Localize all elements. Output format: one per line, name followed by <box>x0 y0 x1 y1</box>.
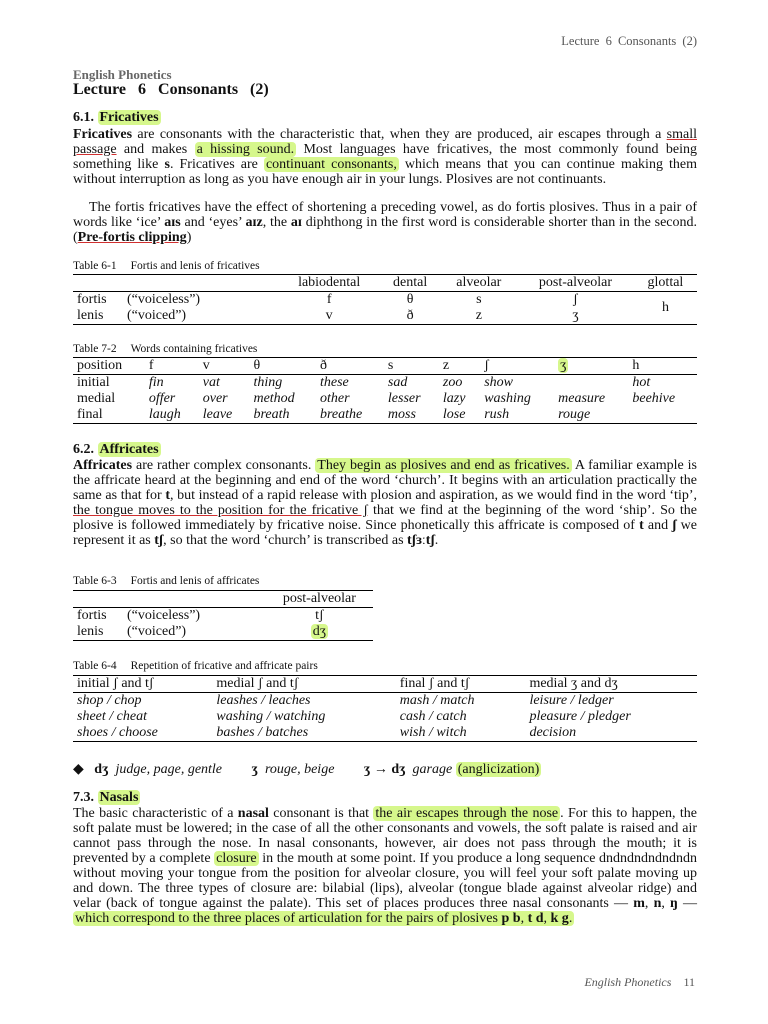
section-heading-affricates: 6.2. Affricates <box>73 442 159 457</box>
table-row: lenis (“voiced”) v ð z ʒ <box>73 308 697 325</box>
table-caption: Table 7-2 Words containing fricatives <box>73 343 258 355</box>
running-header: Lecture 6 Consonants (2) <box>561 34 697 48</box>
table-caption: Table 6-4 Repetition of fricative and affricate pairs <box>73 660 318 672</box>
fricatives-fortis-lenis-table: labiodental dental alveolar post-alveolar glottal fortis (“voiceless”) f θ s ʃ h lenis (“voiced”) v ð z ʒ <box>73 274 697 325</box>
lecture-title: Lecture 6 Consonants (2) <box>73 81 269 98</box>
paragraph-affricates: Affricates are rather complex consonants. They begin as plosives and end as fricatives. A familiar example is the affricate heard at the beginning and end of the word ‘church’. It begins with an articulation practically the same as that for t, but instead of a rapid release with plosion and aspiration, as we would find in the word ‘tip’, the tongue moves to the position for the fricative ʃ that we find at the beginning of the word ‘ship’. So the plosive is followed immediately by fricative noise. Since phonetically this affricate is composed of t and ʃ we represent it as tʃ, so that the word ‘church’ is transcribed as tʃɜːtʃ. <box>73 458 698 548</box>
diamond-bullet-icon: ◆ <box>73 762 84 777</box>
table-row: fortis (“voiceless”) f θ s ʃ h <box>73 292 697 309</box>
affricates-fortis-lenis-table: post-alveolar fortis (“voiceless”) tʃ lenis (“voiced”) dʒ <box>73 590 373 641</box>
section-heading-nasals: 7.3. Nasals <box>73 790 139 805</box>
paragraph-fortis-fricatives: The fortis fricatives have the effect of shortening a preceding vowel, as do fortis plosives. Thus in a pair of words like ‘ice’ aɪs and ‘eyes’ aɪz, the aɪ diphthong in the first word is considerable shorter than in the second. (Pre-fortis clipping) <box>73 200 698 245</box>
section-heading-fricatives: 6.1. Fricatives <box>73 110 159 125</box>
page-number: 11 <box>683 975 695 989</box>
bullet-examples: ◆ dʒ judge, page, gentle ʒ rouge, beige ʒ → dʒ garage (anglicization) <box>73 762 540 777</box>
table-row: shop / chop leashes / leaches mash / match leisure / ledger <box>77 693 614 708</box>
page-footer: English Phonetics 11 <box>584 975 695 989</box>
table-row: sheet / cheat washing / watching cash / catch pleasure / pledger <box>77 709 631 724</box>
fricative-affricate-pairs-table: initial ʃ and tʃ medial ʃ and tʃ final ʃ and tʃ medial ʒ and dʒ shop / chop leashes / leaches mash / match leisure / ledger sheet / cheat washing / watching cash / catch pleasure / pledger shoes / choose bashes / batches wish / witch decision <box>73 675 697 742</box>
subject-title: English Phonetics <box>73 67 172 82</box>
table-caption: Table 6-1 Fortis and lenis of fricatives <box>73 260 260 272</box>
table-row: fortis (“voiceless”) tʃ <box>77 608 324 623</box>
table-row: initial fin vat thing these sad zoo show hot <box>77 375 651 390</box>
paragraph-nasals: The basic characteristic of a nasal consonant is that the air escapes through the nose . For this to happen, the soft palate must be lowered; in the case of all the other consonants and vowels, the soft palate is raised and air cannot pass through the nose. In nasal consonants, however, air does not pass through the mouth; it is prevented by a complete closure in the mouth at some point. If you produce a long sequence dndndndndndndn without moving your tongue from the position for alveolar closure, you will feel your soft palate moving up and down. The three types of closure are: bilabial (lips), alveolar (tongue blade against alveolar ridge) and velar (back of tongue against the palate). This set of places produces three nasal consonants — m, n, ŋ — which correspond to the three places of articulation for the pairs of plosives p b, t d, k g. <box>73 806 698 926</box>
table-row: lenis (“voiced”) dʒ <box>73 624 373 641</box>
table-caption: Table 6-3 Fortis and lenis of affricates <box>73 575 260 587</box>
paragraph-fricatives-intro: Fricatives are consonants with the characteristic that, when they are produced, air escapes through a small passage and makes a hissing sound. Most languages have fricatives, the most commonly found being something like s. Fricatives are continuant consonants, which means that you can continue making them without interruption as long as you have enough air in your lungs. Plosives are not continuants. <box>73 127 698 187</box>
table-row: final laugh leave breath breathe moss lose rush rouge <box>73 407 697 424</box>
table-row: medial offer over method other lesser lazy washing measure beehive <box>77 391 676 406</box>
table-row: shoes / choose bashes / batches wish / witch decision <box>73 725 697 742</box>
words-fricatives-table: position f v θ ð s z ʃ ʒ h initial fin vat thing these sad zoo show hot medial offer over method other lesser lazy washing measure beehive final laugh leave breath breathe moss lose rush rouge <box>73 357 697 424</box>
